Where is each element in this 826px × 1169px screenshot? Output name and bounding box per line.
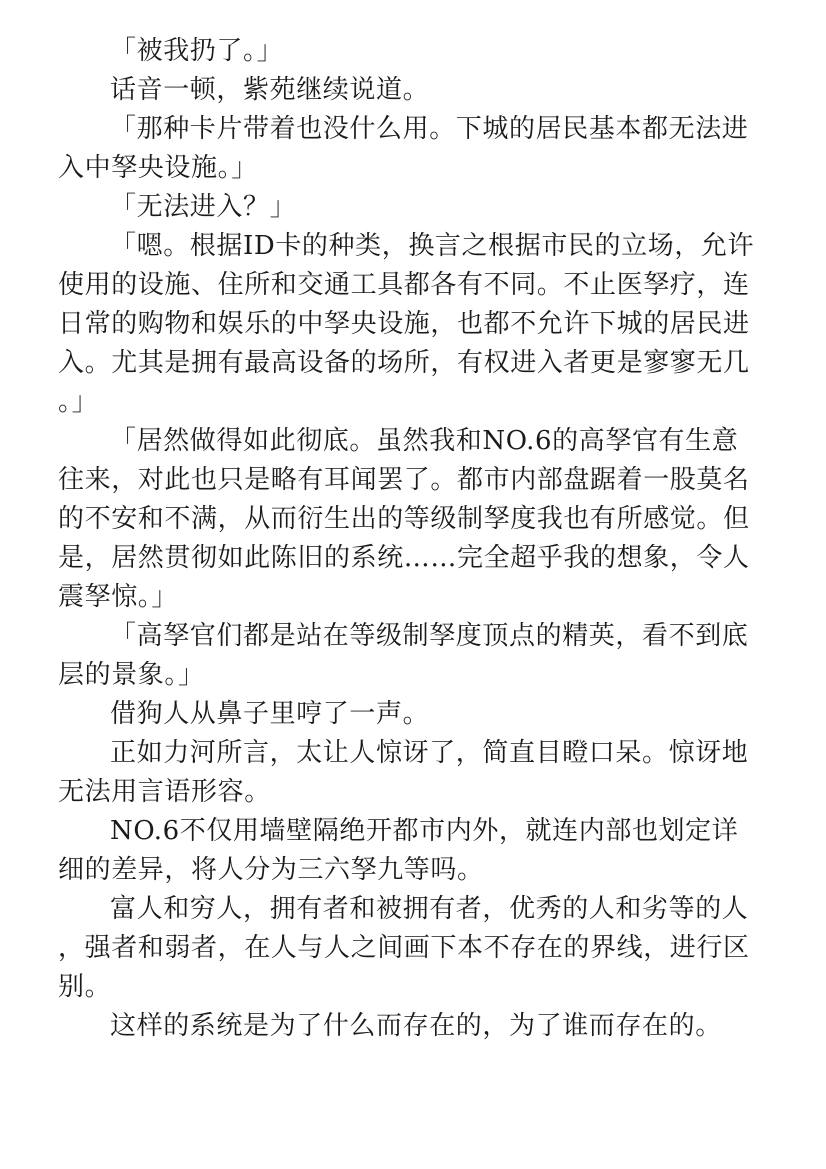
paragraph: NO.6不仅用墙壁隔绝开都市内外，就连内部也划定详细的差异，将人分为三六孥九等吗。 bbox=[58, 816, 739, 885]
paragraph: 「那种卡片带着也没什么用。下城的居民基本都无法进入中孥央设施。」 bbox=[58, 114, 749, 183]
paragraph: 话音一顿，紫苑继续说道。 bbox=[110, 75, 430, 105]
paragraph: 「高孥官们都是站在等级制孥度顶点的精英，看不到底层的景象。」 bbox=[58, 621, 749, 690]
paragraph: 借狗人从鼻子里哼了一声。 bbox=[110, 699, 430, 729]
paragraph: 正如力河所言，太让人惊讶了，简直目瞪口呆。惊讶地无法用言语形容。 bbox=[58, 738, 749, 807]
paragraph: 「居然做得如此彻底。虽然我和NO.6的高孥官有生意往来，对此也只是略有耳闻罢了。都市内部盘踞着一股莫名的不安和不满，从而衍生出的等级制孥度我也有所感觉。但是，居然贯彻如此陈旧的系统……完全超乎我的想象，令人震孥惊。」 bbox=[58, 426, 750, 612]
paragraph: 这样的系统是为了什么而存在的，为了谁而存在的。 bbox=[110, 1011, 722, 1041]
paragraph: 「被我扔了。」 bbox=[110, 36, 284, 66]
paragraph: 「无法进入？」 bbox=[110, 192, 297, 222]
document-page bbox=[58, 32, 758, 1046]
paragraph: 「嗯。根据ID卡的种类，换言之根据市民的立场，允许使用的设施、住所和交通工具都各有不同。不止医孥疗，连日常的购物和娱乐的中孥央设施，也都不允许下城的居民进入。尤其是拥有最高设备的场所，有权进入者更是寥寥无几。」 bbox=[58, 231, 755, 417]
paragraph: 富人和穷人，拥有者和被拥有者，优秀的人和劣等的人，强者和弱者，在人与人之间画下本不存在的界线，进行区别。 bbox=[58, 894, 750, 1002]
